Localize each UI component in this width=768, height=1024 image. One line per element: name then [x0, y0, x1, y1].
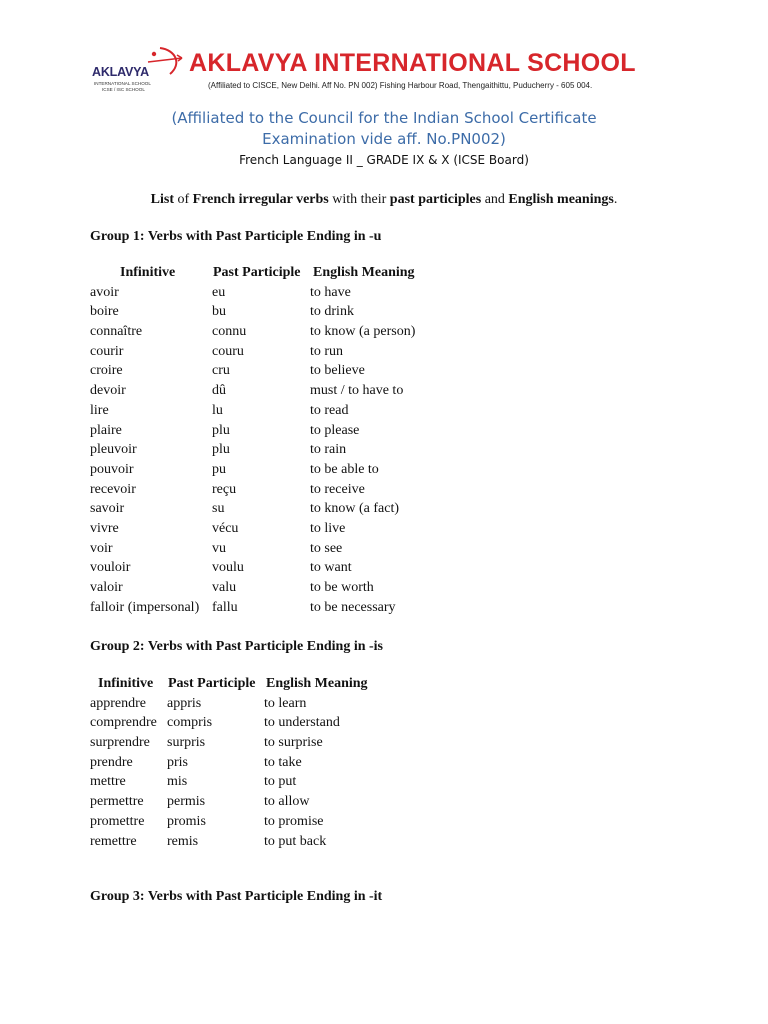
past-participle-cell: bu [212, 304, 226, 320]
logo-subtext: INTERNATIONAL SCHOOL [94, 81, 151, 86]
group-3-title: Group 3: Verbs with Past Participle Ending in -it [90, 889, 383, 904]
english-meaning-cell: to want [310, 560, 352, 576]
past-participle-cell: su [212, 501, 225, 517]
infinitive-cell: recevoir [90, 481, 136, 497]
intro-part: French irregular verbs [192, 192, 329, 207]
column-header-past-participle: Past Participle [213, 265, 301, 280]
past-participle-cell: plu [212, 422, 230, 438]
infinitive-cell: pouvoir [90, 461, 134, 477]
past-participle-cell: permis [167, 794, 206, 810]
past-participle-cell: valu [212, 580, 237, 595]
infinitive-cell: boire [90, 304, 119, 320]
english-meaning-cell: to be worth [310, 580, 374, 595]
infinitive-cell: avoir [90, 284, 119, 300]
infinitive-cell: apprendre [90, 695, 146, 711]
column-header-infinitive: Infinitive [120, 265, 176, 280]
logo-subtext-board: ICSE / ISC SCHOOL [102, 87, 145, 92]
english-meaning-cell: to take [264, 754, 302, 770]
infinitive-cell: croire [90, 363, 123, 379]
past-participle-cell: pu [212, 461, 226, 477]
past-participle-cell: mis [167, 774, 188, 790]
infinitive-cell: vivre [90, 520, 119, 536]
english-meaning-cell: to put [264, 774, 297, 790]
english-meaning-cell: to allow [264, 794, 310, 810]
past-participle-cell: lu [212, 402, 223, 418]
english-meaning-cell: to read [310, 402, 349, 418]
english-meaning-cell: to put back [264, 833, 327, 849]
english-meaning-cell: to understand [264, 715, 340, 731]
past-participle-cell: appris [167, 695, 202, 711]
school-logo [90, 44, 186, 96]
english-meaning-cell: to receive [310, 481, 365, 497]
infinitive-cell: mettre [90, 774, 126, 790]
infinitive-cell: courir [90, 343, 124, 359]
letterhead [90, 44, 680, 100]
past-participle-cell: compris [167, 715, 213, 731]
english-meaning-cell: to please [310, 422, 360, 438]
english-meaning-cell: to drink [310, 304, 354, 320]
intro-part: and [481, 192, 509, 207]
english-meaning-cell: to be able to [310, 461, 379, 477]
infinitive-cell: lire [90, 402, 109, 418]
affiliation-heading-line2: Examination vide aff. No.PN002) [262, 130, 506, 148]
past-participle-cell: cru [212, 363, 230, 379]
affiliation-heading-line1: (Affiliated to the Council for the Indian School Certificate [171, 109, 597, 127]
past-participle-cell: surpris [167, 735, 206, 751]
logo-wordmark: AKLAVYA [92, 65, 149, 79]
infinitive-cell: savoir [90, 501, 125, 517]
column-header-past-participle: Past Participle [168, 676, 256, 691]
english-meaning-cell: to live [310, 520, 346, 536]
past-participle-cell: connu [212, 324, 247, 340]
infinitive-cell: remettre [90, 833, 137, 849]
infinitive-cell: prendre [90, 754, 133, 770]
infinitive-cell: voir [90, 540, 113, 556]
school-name: AKLAVYA INTERNATIONAL SCHOOL [189, 49, 636, 77]
past-participle-cell: remis [167, 833, 199, 849]
infinitive-cell: comprendre [90, 715, 157, 731]
infinitive-cell: falloir (impersonal) [90, 599, 200, 615]
past-participle-cell: promis [167, 813, 206, 829]
school-address: (Affiliated to CISCE, New Delhi. Aff No. PN 002) Fishing Harbour Road, Thengaithittu, Puducherry - 605 004. [208, 81, 593, 90]
group-2-title: Group 2: Verbs with Past Participle Ending in -is [90, 639, 384, 654]
infinitive-cell: promettre [90, 813, 145, 829]
course-subtitle: French Language II _ GRADE IX & X (ICSE Board) [239, 153, 529, 167]
english-meaning-cell: must / to have to [310, 383, 404, 399]
infinitive-cell: surprendre [90, 735, 150, 751]
intro-part: of [173, 192, 193, 207]
infinitive-cell: connaître [90, 324, 143, 340]
past-participle-cell: fallu [212, 599, 238, 615]
past-participle-cell: reçu [212, 481, 237, 497]
infinitive-cell: pleuvoir [90, 442, 137, 458]
intro-part: List [150, 192, 174, 207]
infinitive-cell: plaire [90, 422, 122, 438]
infinitive-cell: valoir [90, 580, 123, 595]
intro-part: with their [328, 192, 390, 207]
group-1-title: Group 1: Verbs with Past Participle Ending in -u [90, 229, 382, 244]
intro-part: past participles [389, 192, 482, 207]
infinitive-cell: permettre [90, 794, 144, 810]
english-meaning-cell: to know (a fact) [310, 501, 400, 517]
column-header-english-meaning: English Meaning [313, 265, 415, 280]
english-meaning-cell: to surprise [264, 735, 323, 751]
english-meaning-cell: to believe [310, 363, 365, 379]
english-meaning-cell: to rain [310, 442, 347, 458]
past-participle-cell: vécu [212, 520, 239, 536]
infinitive-cell: devoir [90, 383, 126, 399]
past-participle-cell: vu [212, 540, 226, 556]
english-meaning-cell: to run [310, 343, 344, 359]
english-meaning-cell: to promise [264, 813, 324, 829]
past-participle-cell: dû [212, 383, 226, 399]
past-participle-cell: pris [167, 754, 188, 770]
intro-part: English meanings [508, 192, 614, 207]
column-header-infinitive: Infinitive [98, 676, 154, 691]
infinitive-cell: vouloir [90, 560, 131, 576]
english-meaning-cell: to see [310, 540, 343, 556]
intro-part: . [613, 192, 618, 207]
past-participle-cell: eu [212, 284, 226, 300]
past-participle-cell: plu [212, 442, 230, 458]
english-meaning-cell: to know (a person) [310, 324, 416, 340]
column-header-english-meaning: English Meaning [266, 676, 368, 691]
past-participle-cell: voulu [212, 560, 244, 576]
past-participle-cell: couru [212, 343, 244, 359]
english-meaning-cell: to have [310, 284, 351, 300]
english-meaning-cell: to learn [264, 695, 307, 711]
intro-sentence [0, 192, 768, 208]
english-meaning-cell: to be necessary [310, 599, 396, 615]
